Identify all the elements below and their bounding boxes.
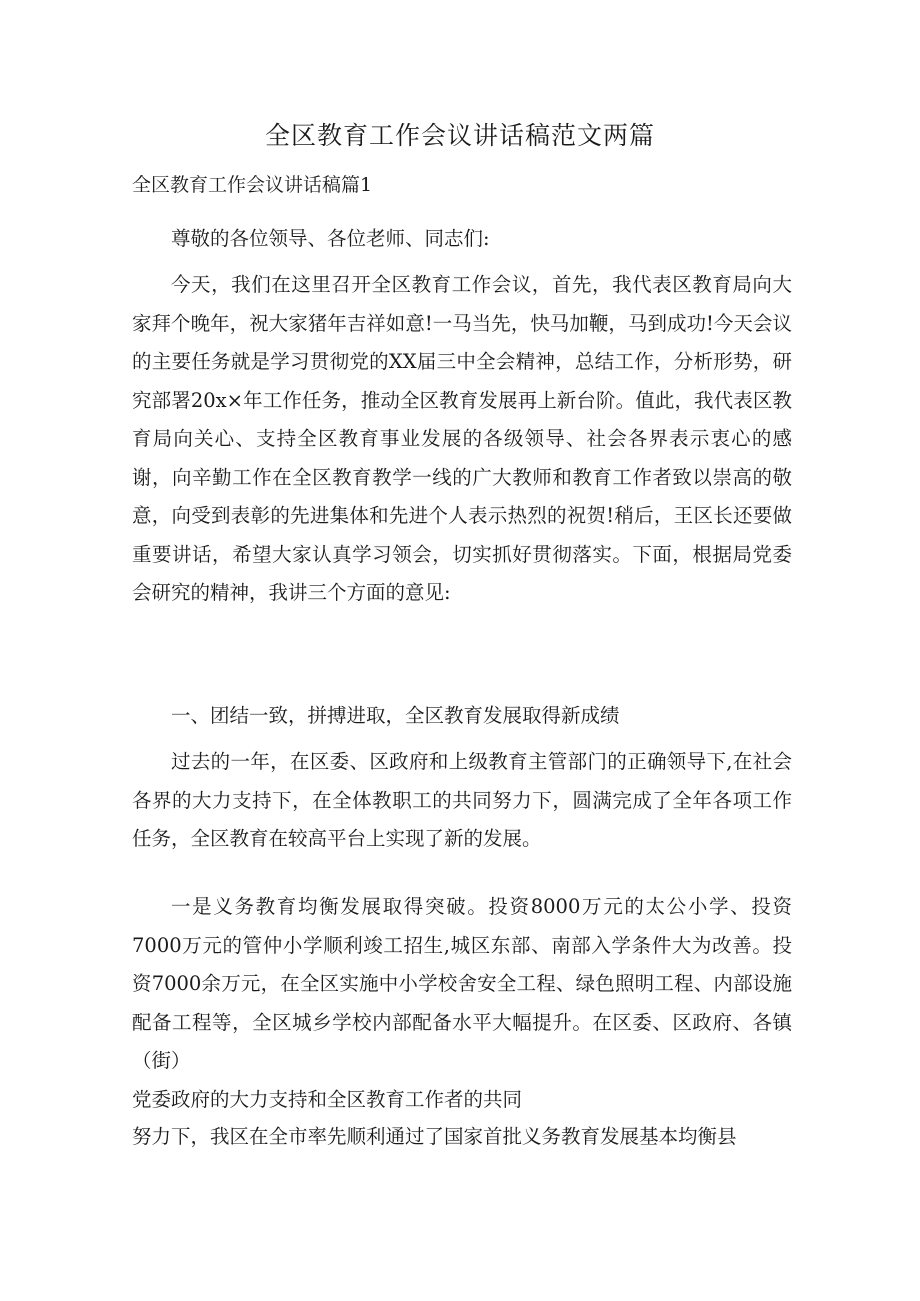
- past-year-paragraph: 过去的一年，在区委、区政府和上级教育主管部门的正确领导下,在社会各界的大力支持下，在全体教职工的共同努力下，圆满完成了全年各项工作任务，全区教育在较高平台上实现了新的发展。: [132, 750, 792, 850]
- first-point-paragraph: 一是义务教育均衡发展取得突破。投资8000万元的太公小学、投资7000万元的管仲小学顺利竣工招生,城区东部、南部入学条件大为改善。投资7000余万元，在全区实施中小学校舍安全工程、绿色照明工程、内部设施配备工程等，全区城乡学校内部配备水平大幅提升。在区委、区政府、各镇（街）: [132, 895, 792, 1072]
- tail-line-2: 努力下，我区在全市率先顺利通过了国家首批义务教育发展基本均衡县: [132, 1125, 737, 1148]
- tail-line-1: 党委政府的大力支持和全区教育工作者的共同: [132, 1088, 523, 1111]
- document-title: 全区教育工作会议讲话稿范文两篇: [264, 121, 655, 150]
- intro-paragraph: 今天，我们在这里召开全区教育工作会议，首先，我代表区教育局向大家拜个晚年，祝大家猪年吉祥如意!一马当先，快马加鞭，马到成功!今天会议的主要任务就是学习贯彻党的XX届三中全会精神，总结工作，分析形势，研究部署20x×年工作任务，推动全区教育发展再上新台阶。值此，我代表区教育局向关心、支持全区教育事业发展的各级领导、社会各界表示衷心的感谢，向辛勤工作在全区教育教学一线的广大教师和教育工作者致以崇高的敬意，向受到表彰的先进集体和先进个人表示热烈的祝贺!稍后，王区长还要做重要讲话，希望大家认真学习领会，切实抓好贯彻落实。下面，根据局党委会研究的精神，我讲三个方面的意见:: [132, 273, 792, 604]
- greeting-paragraph: 尊敬的各位领导、各位老师、同志们:: [171, 227, 490, 250]
- document-subtitle: 全区教育工作会议讲话稿篇1: [132, 174, 373, 196]
- section-heading: 一、团结一致，拼搏进取，全区教育发展取得新成绩: [171, 704, 620, 727]
